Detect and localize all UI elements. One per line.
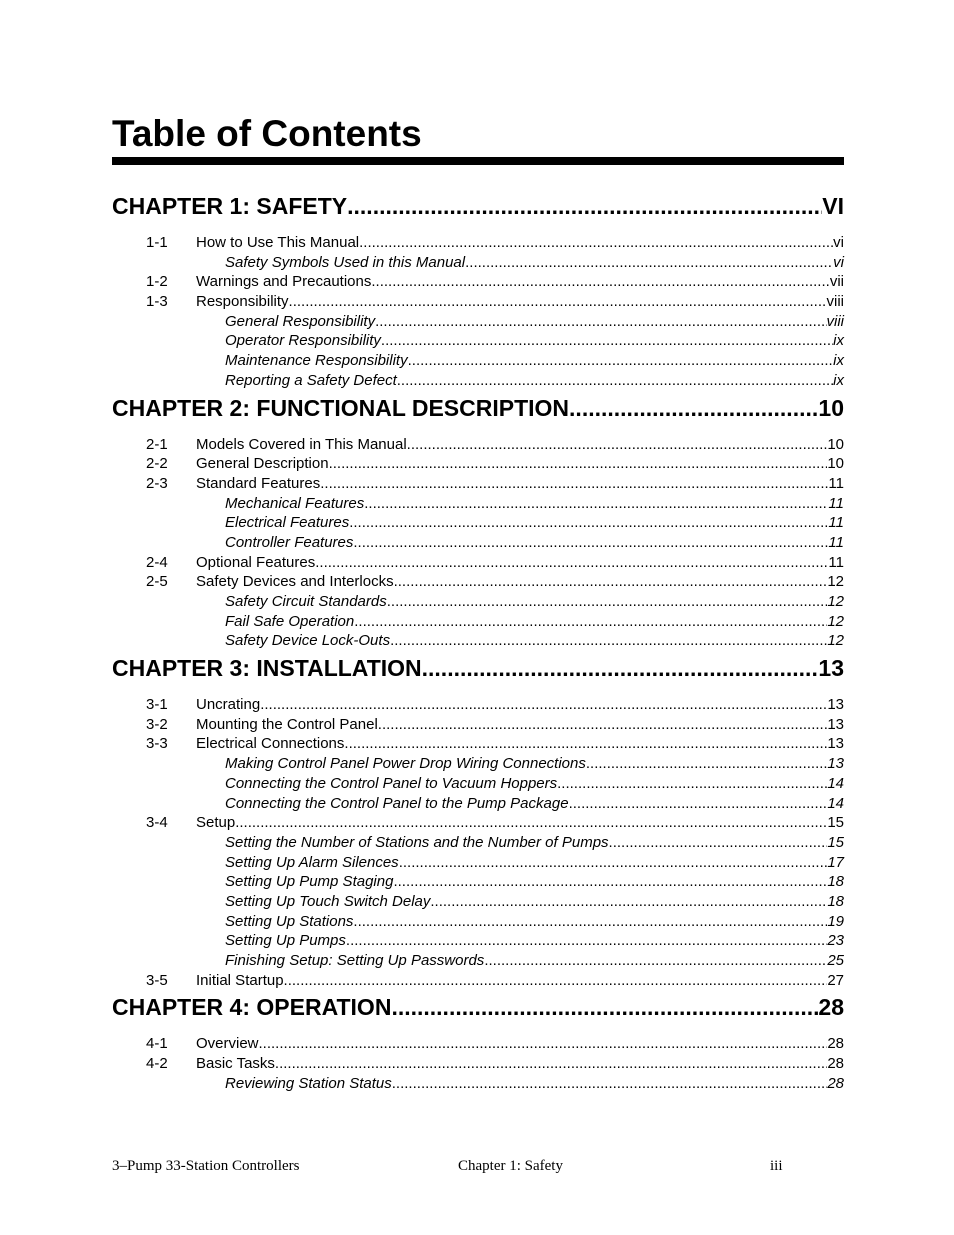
chapter-heading[interactable] [112, 994, 844, 1028]
dot-leader [430, 892, 827, 912]
toc-entry[interactable] [112, 715, 844, 735]
dot-leader [259, 1034, 828, 1054]
entry-title: Reviewing Station Status [225, 1074, 392, 1092]
entry-page-number: 14 [827, 794, 844, 812]
toc-entry[interactable] [112, 971, 844, 991]
dot-leader [569, 794, 828, 814]
dot-leader [609, 833, 828, 853]
entry-title: Models Covered in This Manual [196, 435, 407, 453]
entry-title: Electrical Features [225, 514, 350, 532]
toc-subentry[interactable] [112, 931, 844, 951]
entry-page-number: 10 [827, 455, 844, 473]
toc-entry[interactable] [112, 272, 844, 292]
toc-subentry[interactable] [112, 872, 844, 892]
section-number: 3-5 [146, 971, 168, 989]
toc-subentry[interactable] [112, 513, 844, 533]
entry-title: Setting Up Pump Staging [225, 873, 394, 891]
dot-leader [387, 592, 828, 612]
toc-subentry[interactable] [112, 853, 844, 873]
section-number: 2-3 [146, 474, 168, 492]
entry-title: Controller Features [225, 533, 354, 551]
entry-page-number: 12 [827, 573, 844, 591]
entry-title: Responsibility [196, 293, 289, 311]
entry-title: Standard Features [196, 474, 321, 492]
chapter-heading[interactable] [112, 193, 844, 227]
entry-title: Connecting the Control Panel to the Pump Package [225, 794, 569, 812]
entry-title: Mechanical Features [225, 494, 365, 512]
dot-leader [397, 371, 833, 391]
chapter-page-number: 13 [818, 655, 844, 682]
toc-subentry[interactable] [112, 612, 844, 632]
toc-subentry[interactable] [112, 1074, 844, 1094]
toc-subentry[interactable] [112, 754, 844, 774]
toc-entry[interactable] [112, 553, 844, 573]
entry-title: Operator Responsibility [225, 332, 381, 350]
entry-title: Optional Features [196, 553, 316, 571]
entry-title: Safety Symbols Used in this Manual [225, 253, 466, 271]
entry-page-number: 13 [827, 715, 844, 733]
entry-title: Setting Up Stations [225, 912, 354, 930]
entry-title: General Description [196, 455, 329, 473]
entry-title: Setting the Number of Stations and the Number of Pumps [225, 833, 609, 851]
entry-title: General Responsibility [225, 312, 376, 330]
dot-leader [284, 971, 828, 991]
dot-leader [275, 1054, 827, 1074]
toc-subentry[interactable] [112, 533, 844, 553]
page-footer [112, 1158, 844, 1176]
chapter-page-number: 10 [818, 394, 844, 421]
dot-leader [260, 695, 827, 715]
entry-title: Setting Up Pumps [225, 932, 346, 950]
entry-title: How to Use This Manual [196, 234, 360, 251]
entry-title: Electrical Connections [196, 735, 345, 753]
entry-page-number: 10 [827, 435, 844, 453]
section-number: 2-5 [146, 573, 168, 591]
entry-page-number: viii [826, 312, 844, 330]
entry-page-number: 12 [827, 632, 844, 650]
toc-subentry[interactable] [112, 253, 844, 273]
entry-title: Initial Startup [196, 971, 284, 989]
dot-leader [375, 312, 826, 332]
footer-chapter: Chapter 1: Safety [458, 1158, 563, 1174]
dot-leader [289, 292, 827, 312]
section-number: 2-2 [146, 455, 168, 473]
section-number: 3-3 [146, 735, 168, 753]
toc-subentry[interactable] [112, 631, 844, 651]
dot-leader [422, 655, 819, 682]
entry-page-number: 15 [827, 833, 844, 851]
toc-entry[interactable] [112, 734, 844, 754]
entry-page-number: ix [833, 371, 844, 389]
footer-document-title: 3–Pump 33-Station Controllers [112, 1158, 300, 1174]
entry-title: Overview [196, 1035, 259, 1053]
toc-subentry[interactable] [112, 371, 844, 391]
chapter-section [112, 395, 844, 652]
entry-page-number: 11 [828, 533, 844, 551]
chapter-title: CHAPTER 1: SAFETY [112, 193, 348, 219]
entry-page-number: 27 [827, 971, 844, 989]
dot-leader [557, 774, 827, 794]
toc-subentry[interactable] [112, 912, 844, 932]
section-number: 1-1 [146, 234, 168, 251]
section-number: 3-4 [146, 814, 168, 832]
dot-leader [407, 435, 828, 455]
dot-leader [391, 994, 818, 1021]
dot-leader [390, 631, 827, 651]
table-of-contents [112, 193, 844, 1093]
entry-page-number: 28 [827, 1035, 844, 1053]
chapter-page-number: VI [822, 193, 844, 219]
entry-page-number: 11 [828, 514, 844, 532]
entry-page-number: 19 [827, 912, 844, 930]
toc-entry[interactable] [112, 435, 844, 455]
chapter-heading[interactable] [112, 655, 844, 689]
toc-subentry[interactable] [112, 774, 844, 794]
toc-subentry[interactable] [112, 892, 844, 912]
entry-page-number: 12 [827, 593, 844, 610]
dot-leader [394, 572, 828, 592]
dot-leader [320, 474, 828, 494]
entry-title: Safety Circuit Standards [225, 593, 387, 610]
title-rule [112, 157, 844, 165]
dot-leader [393, 872, 827, 892]
dot-leader [399, 853, 828, 873]
dot-leader [315, 553, 828, 573]
entry-title: Basic Tasks [196, 1055, 275, 1073]
section-number: 4-2 [146, 1055, 168, 1073]
entry-page-number: 11 [828, 474, 844, 492]
dot-leader [346, 931, 827, 951]
entry-page-number: 15 [827, 814, 844, 832]
entry-title: Making Control Panel Power Drop Wiring Connections [225, 755, 586, 773]
entry-title: Setting Up Alarm Silences [225, 853, 399, 871]
entry-page-number: ix [833, 352, 844, 370]
entry-title: Setup [196, 814, 236, 832]
entry-title: Warnings and Precautions [196, 273, 372, 291]
entry-page-number: 17 [827, 853, 844, 871]
entry-page-number: 18 [827, 892, 844, 910]
dot-leader [392, 1074, 828, 1094]
dot-leader [354, 612, 827, 632]
entry-page-number: 28 [827, 1074, 844, 1092]
dot-leader [586, 754, 827, 774]
entry-page-number: vii [829, 273, 844, 291]
dot-leader [378, 715, 828, 735]
dot-leader [353, 912, 827, 932]
toc-entry[interactable] [112, 572, 844, 592]
chapter-page-number: 28 [818, 994, 844, 1021]
entry-page-number: 25 [827, 952, 844, 969]
section-number: 2-4 [146, 553, 168, 571]
footer-page-number: iii [770, 1158, 783, 1174]
dot-leader [347, 193, 822, 220]
entry-page-number: 14 [827, 774, 844, 792]
dot-leader [484, 951, 827, 971]
toc-subentry[interactable] [112, 331, 844, 351]
entry-title: Mounting the Control Panel [196, 715, 378, 733]
entry-page-number: 13 [827, 735, 844, 753]
section-number: 3-1 [146, 696, 168, 714]
entry-page-number: 18 [827, 873, 844, 891]
entry-page-number: ix [833, 332, 844, 350]
dot-leader [349, 513, 828, 533]
toc-subentry[interactable] [112, 592, 844, 612]
entry-title: Fail Safe Operation [225, 612, 355, 630]
toc-entry[interactable] [112, 454, 844, 474]
dot-leader [465, 253, 833, 273]
dot-leader [353, 533, 828, 553]
toc-subentry[interactable] [112, 494, 844, 514]
section-number: 2-1 [146, 435, 168, 453]
toc-entry[interactable] [112, 233, 844, 253]
toc-subentry[interactable] [112, 312, 844, 332]
toc-subentry[interactable] [112, 833, 844, 853]
entry-page-number: vi [833, 234, 844, 251]
dot-leader [371, 272, 829, 292]
dot-leader [364, 494, 828, 514]
dot-leader [329, 454, 828, 474]
entry-page-number: 28 [827, 1055, 844, 1073]
dot-leader [408, 351, 834, 371]
dot-leader [381, 331, 833, 351]
toc-subentry[interactable] [112, 794, 844, 814]
toc-subentry[interactable] [112, 351, 844, 371]
entry-title: Uncrating [196, 696, 261, 714]
chapter-title: CHAPTER 2: FUNCTIONAL DESCRIPTION [112, 394, 570, 421]
entry-page-number: 23 [827, 932, 844, 950]
dot-leader [359, 233, 833, 253]
entry-title: Safety Devices and Interlocks [196, 573, 394, 591]
dot-leader [344, 734, 827, 754]
chapter-heading[interactable] [112, 395, 844, 429]
entry-title: Reporting a Safety Defect [225, 371, 397, 389]
entry-page-number: 13 [827, 755, 844, 773]
toc-entry[interactable] [112, 292, 844, 312]
section-number: 1-2 [146, 273, 168, 291]
toc-entry[interactable] [112, 474, 844, 494]
dot-leader [569, 395, 818, 422]
section-number: 1-3 [146, 293, 168, 311]
entry-page-number: 11 [828, 494, 844, 512]
entry-title: Maintenance Responsibility [225, 352, 408, 370]
entry-title: Setting Up Touch Switch Delay [225, 892, 431, 910]
entry-title: Finishing Setup: Setting Up Passwords [225, 952, 485, 969]
page-title: Table of Contents [112, 113, 422, 154]
section-number: 4-1 [146, 1035, 168, 1053]
entry-page-number: 13 [827, 696, 844, 714]
toc-entry[interactable] [112, 1034, 844, 1054]
chapter-section [112, 193, 844, 391]
toc-entry[interactable] [112, 1054, 844, 1074]
entry-page-number: 12 [827, 612, 844, 630]
entry-title: Safety Device Lock-Outs [225, 632, 391, 650]
section-number: 3-2 [146, 715, 168, 733]
toc-subentry[interactable] [112, 951, 844, 971]
toc-entry[interactable] [112, 695, 844, 715]
entry-page-number: viii [826, 293, 844, 311]
entry-title: Connecting the Control Panel to Vacuum Hoppers [225, 774, 558, 792]
chapter-section [112, 655, 844, 990]
dot-leader [235, 813, 827, 833]
chapter-section [112, 994, 844, 1093]
toc-entry[interactable] [112, 813, 844, 833]
entry-page-number: 11 [828, 553, 844, 571]
chapter-title: CHAPTER 4: OPERATION [112, 994, 392, 1021]
chapter-title: CHAPTER 3: INSTALLATION [112, 655, 422, 682]
entry-page-number: vi [833, 253, 844, 271]
